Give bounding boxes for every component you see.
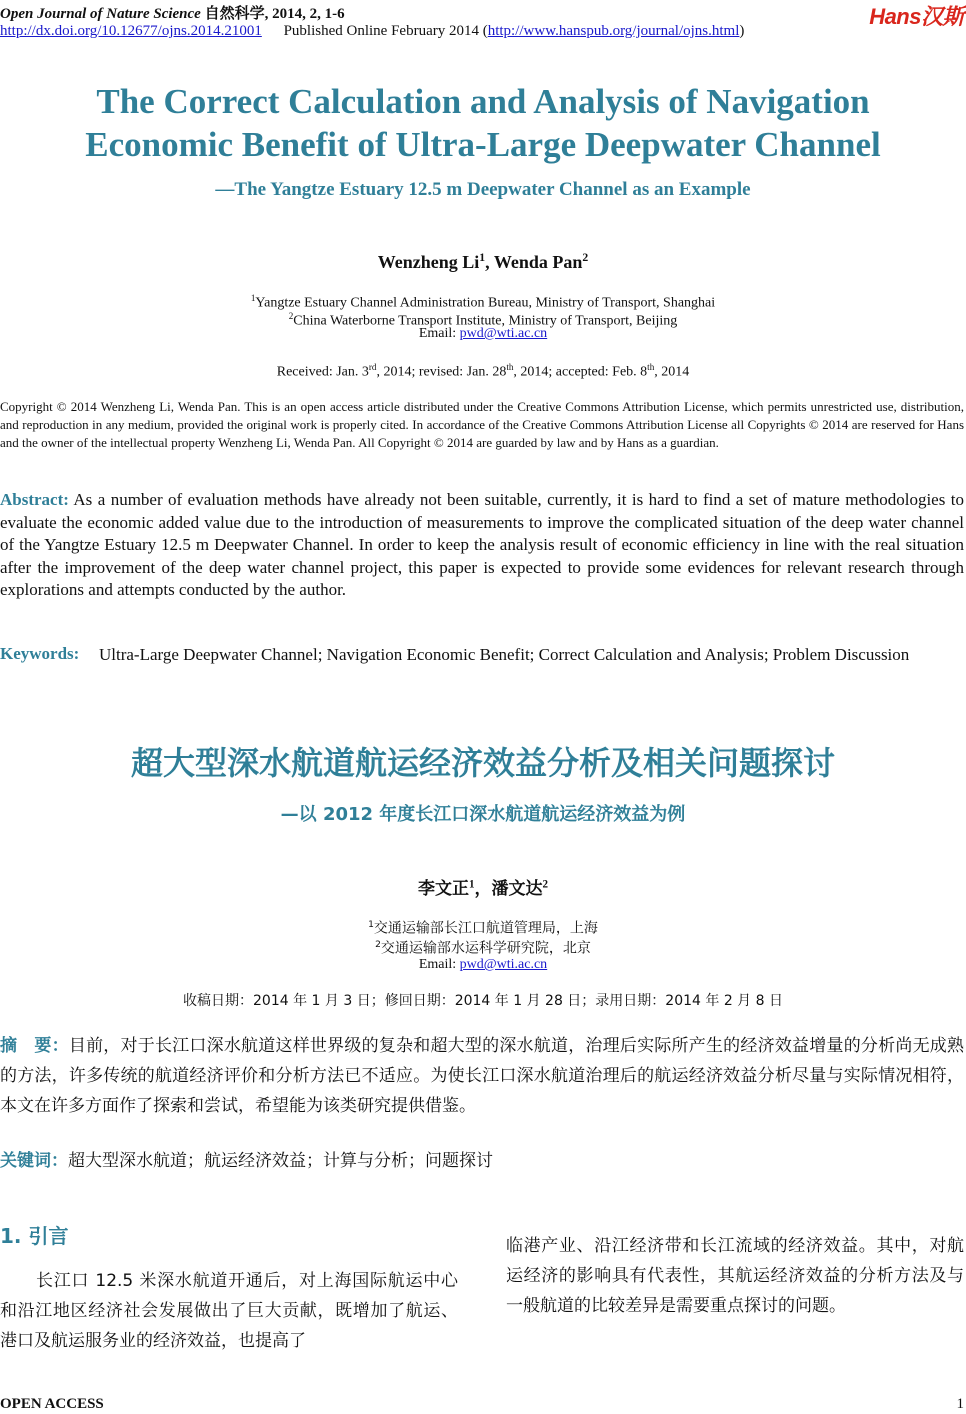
email-label: Email:: [418, 957, 460, 972]
author-separator: ,: [485, 252, 494, 272]
accepted-date: , 2014; accepted: Feb. 8: [513, 364, 648, 380]
affiliation-sup: 1: [250, 293, 256, 303]
affiliation-text: China Waterborne Transport Institute, Ministry of Transport, Beijing: [293, 313, 678, 329]
copyright-notice: Copyright © 2014 Wenzheng Li, Wenda Pan. This is an open access article distributed under the Creative Commons Attribution License, which permits unrestricted use, distribution, and reproduction in any medium, provided the original work is properly cited. In accordance of the Creative Commons Attribution License all Copyrights © 2014 are reserved for Hans and the owner of the intellectual property Wenzheng Li, Wenda Pan. All Copyright © 2014 are guarded by law and by Hans as a guardian.: [0, 399, 964, 450]
author-1: Wenzheng Li: [377, 252, 480, 272]
title-cn: 超大型深水航道航运经济效益分析及相关问题探讨: [130, 744, 835, 782]
email-label: Email:: [418, 326, 460, 341]
header-links: [0, 23, 744, 40]
dates-cn: 收稿日期：2014 年 1 月 3 日；修回日期：2014 年 1 月 28 日；录用日期：2014 年 2 月 8 日: [183, 993, 783, 1009]
page-number: 1: [956, 1396, 964, 1412]
abstract-cn: [0, 1031, 964, 1121]
doi-link[interactable]: http://dx.doi.org/10.12677/ojns.2014.21001: [0, 23, 262, 39]
accepted-year: , 2014: [654, 364, 690, 380]
subtitle-en: —The Yangtze Estuary 12.5 m Deepwater Channel as an Example: [215, 179, 751, 200]
received-date: Received: Jan. 3: [276, 364, 369, 380]
subtitle-cn: —以 2012 年度长江口深水航道航运经济效益为例: [280, 804, 686, 825]
accepted-sup: th: [647, 362, 655, 372]
email-link[interactable]: pwd@wti.ac.cn: [459, 957, 548, 972]
journal-info: , 2014, 2, 1-6: [264, 6, 345, 22]
journal-url-link[interactable]: http://www.hanspub.org/journal/ojns.html: [487, 23, 740, 39]
author-cn-separator: ，: [474, 879, 492, 899]
journal-header: [0, 2, 345, 23]
author-1-sup: 1: [479, 251, 486, 264]
abstract-label: Abstract:: [0, 490, 69, 509]
author-cn-2: 潘文达: [491, 879, 543, 899]
revised-date: , 2014; revised: Jan. 28: [376, 364, 507, 380]
open-access-footer: OPEN ACCESS: [0, 1396, 104, 1412]
section-title: 引言: [28, 1224, 69, 1248]
section-number: 1.: [0, 1224, 22, 1248]
author-2-sup: 2: [582, 251, 589, 264]
email-en: [0, 325, 966, 343]
authors-cn: [0, 874, 966, 899]
journal-name-cn: 自然科学: [204, 4, 265, 22]
journal-name: Open Journal of Nature Science: [0, 6, 201, 22]
received-sup: rd: [368, 362, 377, 372]
affiliation-sup: 1: [368, 920, 374, 930]
body-column-right: 临港产业、沿江经济带和长江流域的经济效益。其中，对航运经济的影响具有代表性，其航运经济效益的分析方法及与一般航道的比较差异是需要重点探讨的问题。: [506, 1236, 964, 1316]
author-cn-1: 李文正: [417, 879, 469, 899]
email-link[interactable]: pwd@wti.ac.cn: [459, 326, 548, 341]
body-column-left: 长江口 12.5 米深水航道开通后，对上海国际航运中心和沿江地区经济社会发展做出了巨大贡献，既增加了航运、港口及航运服务业的经济效益，也提高了: [0, 1271, 458, 1351]
dates-en: [0, 362, 966, 381]
abstract-text: As a number of evaluation methods have already not been suitable, currently, it is hard to find a set of mature methodologies to evaluate the economic added value due to the introduction of measurements to improve the complicated situation of the deep water channel of the Yangtze Estuary 12.5 m Deepwater Channel. In order to keep the analysis result of economic efficiency in line with the real situation after the improvement of the deep water channel project, this paper is expected to provide some evidences for relevant research through explorations and attempts conducted by the author.: [0, 490, 964, 599]
author-cn-1-sup: 1: [468, 878, 475, 891]
affiliation-cn-1: [0, 916, 966, 938]
email-cn: [0, 956, 966, 974]
abstract-en: [0, 489, 964, 602]
title-en: The Correct Calculation and Analysis of Navigation Economic Benefit of Ultra-Large Deepwater Channel: [85, 82, 881, 164]
keywords-cn: [0, 1146, 493, 1171]
abstract-cn-label: 摘 要：: [0, 1036, 69, 1056]
revised-sup: th: [506, 362, 514, 372]
affiliation-sup: 2: [288, 311, 294, 321]
keywords-label: Keywords:: [0, 644, 80, 663]
authors-en: [0, 251, 966, 273]
keywords-cn-label: 关键词：: [0, 1151, 68, 1171]
closing-paren: ): [739, 23, 745, 39]
affiliation-cn-2: [0, 936, 966, 958]
published-text: Published Online February 2014 (: [283, 23, 488, 39]
affiliation-text: 交通运输部长江口航道管理局，上海: [373, 920, 598, 937]
affiliation-text: Yangtze Estuary Channel Administration Bureau, Ministry of Transport, Shanghai: [255, 295, 716, 311]
keywords-cn-text: 超大型深水航道；航运经济效益；计算与分析；问题探讨: [68, 1151, 493, 1171]
affiliation-sup: 2: [375, 940, 381, 950]
author-2: Wenda Pan: [493, 252, 583, 272]
author-cn-2-sup: 2: [542, 878, 549, 891]
affiliation-text: 交通运输部水运科学研究院，北京: [380, 940, 591, 957]
abstract-cn-text: 目前，对于长江口深水航道这样世界级的复杂和超大型的深水航道，治理后实际所产生的经济效益增量的分析尚无成熟的方法，许多传统的航道经济评价和分析方法已不适应。为使长江口深水航道治理后的航运经济效益分析尽量与实际情况相符，本文在许多方面作了探索和尝试，希望能为该类研究提供借鉴。: [0, 1036, 964, 1116]
keywords-text: Ultra-Large Deepwater Channel; Navigation Economic Benefit; Correct Calculation and Analysis; Problem Discussion: [99, 645, 910, 664]
hans-logo: Hans汉斯: [869, 4, 964, 29]
section-1-heading: [0, 1220, 68, 1249]
